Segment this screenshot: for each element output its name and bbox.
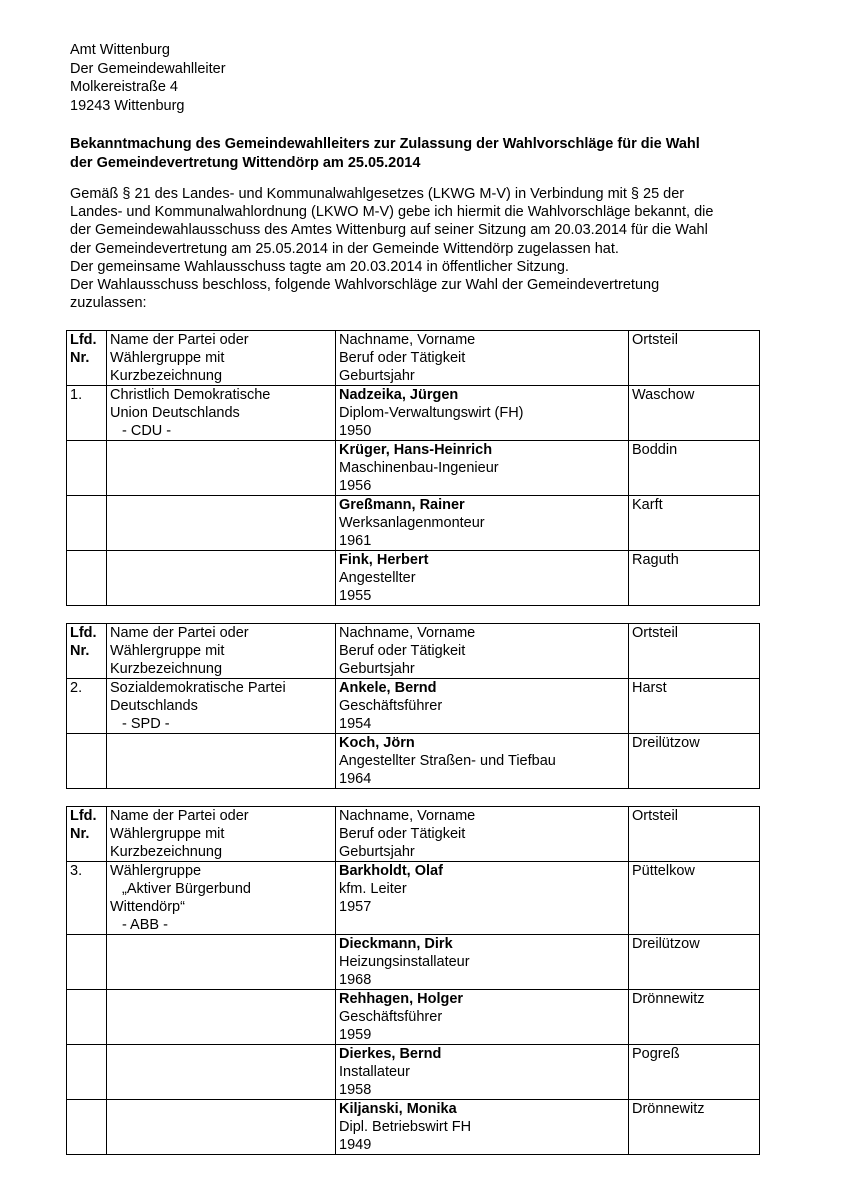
header-number: Lfd. Nr.	[67, 807, 107, 862]
header-party: Name der Partei oder Wählergruppe mit Kurzbezeichnung	[107, 331, 336, 386]
candidate-info: Koch, Jörn Angestellter Straßen- und Tiefbau 1964	[336, 734, 629, 789]
candidate-district: Dreilützow	[629, 935, 760, 990]
table-row	[67, 862, 760, 935]
table-row	[67, 386, 760, 441]
party-number: 1.	[67, 386, 107, 441]
candidate-district: Boddin	[629, 441, 760, 496]
header-candidate: Nachname, Vorname Beruf oder Tätigkeit Geburtsjahr	[336, 331, 629, 386]
intro-line: Der gemeinsame Wahlausschuss tagte am 20.03.2014 in öffentlicher Sitzung.	[70, 258, 569, 275]
header-candidate: Nachname, Vorname Beruf oder Tätigkeit Geburtsjahr	[336, 807, 629, 862]
header-number: Lfd. Nr.	[67, 331, 107, 386]
candidate-info: Ankele, Bernd Geschäftsführer 1954	[336, 679, 629, 734]
table-row	[67, 1100, 760, 1155]
table-row	[67, 935, 760, 990]
table-row	[67, 1045, 760, 1100]
candidate-info: Dieckmann, Dirk Heizungsinstallateur 1968	[336, 935, 629, 990]
candidate-info: Dierkes, Bernd Installateur 1958	[336, 1045, 629, 1100]
title-line: Bekanntmachung des Gemeindewahlleiters zur Zulassung der Wahlvorschläge für die Wahl	[70, 136, 700, 152]
candidate-district: Pogreß	[629, 1045, 760, 1100]
candidate-info: Kiljanski, Monika Dipl. Betriebswirt FH 1949	[336, 1100, 629, 1155]
sender-address	[70, 41, 226, 115]
table-header-row	[67, 807, 760, 862]
candidate-district: Püttelkow	[629, 862, 760, 935]
intro-paragraph	[70, 185, 790, 312]
intro-line: der Gemeindewahlausschuss des Amtes Wittenburg auf seiner Sitzung am 20.03.2014 für die Wahl	[70, 222, 708, 239]
candidates-table-cdu	[66, 330, 760, 606]
intro-line: Gemäß § 21 des Landes- und Kommunalwahlgesetzes (LKWG M-V) in Verbindung mit § 25 der	[70, 186, 685, 202]
party-name: Christlich Demokratische Union Deutschlands - CDU -	[107, 386, 336, 441]
candidate-district: Drönnewitz	[629, 1100, 760, 1155]
intro-line: Landes- und Kommunalwahlordnung (LKWO M-V) gebe ich hiermit die Wahlvorschläge bekannt, die	[70, 204, 714, 221]
candidate-district: Dreilützow	[629, 734, 760, 789]
party-name: Sozialdemokratische Partei Deutschlands - SPD -	[107, 679, 336, 734]
table-header-row	[67, 624, 760, 679]
table-row	[67, 496, 760, 551]
candidate-info: Nadzeika, Jürgen Diplom-Verwaltungswirt (FH) 1950	[336, 386, 629, 441]
header-district: Ortsteil	[629, 331, 760, 386]
candidate-info: Rehhagen, Holger Geschäftsführer 1959	[336, 990, 629, 1045]
sender-line: Molkereistraße 4	[70, 79, 178, 95]
party-number: 2.	[67, 679, 107, 734]
sender-line: Der Gemeindewahlleiter	[70, 60, 226, 77]
candidate-district: Harst	[629, 679, 760, 734]
header-number: Lfd. Nr.	[67, 624, 107, 679]
sender-line: Amt Wittenburg	[70, 42, 170, 58]
header-party: Name der Partei oder Wählergruppe mit Kurzbezeichnung	[107, 624, 336, 679]
header-party: Name der Partei oder Wählergruppe mit Kurzbezeichnung	[107, 807, 336, 862]
candidate-district: Drönnewitz	[629, 990, 760, 1045]
document-title	[70, 135, 790, 172]
title-line: der Gemeindevertretung Wittendörp am 25.05.2014	[70, 154, 421, 171]
intro-line: der Gemeindevertretung am 25.05.2014 in der Gemeinde Wittendörp zugelassen hat.	[70, 240, 619, 257]
table-header-row	[67, 331, 760, 386]
table-row	[67, 990, 760, 1045]
candidates-table-spd	[66, 623, 760, 789]
header-district: Ortsteil	[629, 807, 760, 862]
candidate-district: Raguth	[629, 551, 760, 606]
candidates-table-abb	[66, 806, 760, 1155]
table-row	[67, 441, 760, 496]
intro-line: Der Wahlausschuss beschloss, folgende Wahlvorschläge zur Wahl der Gemeindevertretung	[70, 277, 660, 294]
sender-line: 19243 Wittenburg	[70, 97, 185, 114]
intro-line: zuzulassen:	[70, 295, 147, 312]
candidate-info: Barkholdt, Olaf kfm. Leiter 1957	[336, 862, 629, 935]
candidate-info: Krüger, Hans-Heinrich Maschinenbau-Ingenieur 1956	[336, 441, 629, 496]
table-row	[67, 551, 760, 606]
candidate-district: Karft	[629, 496, 760, 551]
candidate-district: Waschow	[629, 386, 760, 441]
header-district: Ortsteil	[629, 624, 760, 679]
party-number: 3.	[67, 862, 107, 935]
table-row	[67, 679, 760, 734]
header-candidate: Nachname, Vorname Beruf oder Tätigkeit Geburtsjahr	[336, 624, 629, 679]
candidate-info: Greßmann, Rainer Werksanlagenmonteur 1961	[336, 496, 629, 551]
table-row	[67, 734, 760, 789]
party-name: Wählergruppe „Aktiver Bürgerbund Wittendörp“ - ABB -	[107, 862, 336, 935]
candidate-info: Fink, Herbert Angestellter 1955	[336, 551, 629, 606]
